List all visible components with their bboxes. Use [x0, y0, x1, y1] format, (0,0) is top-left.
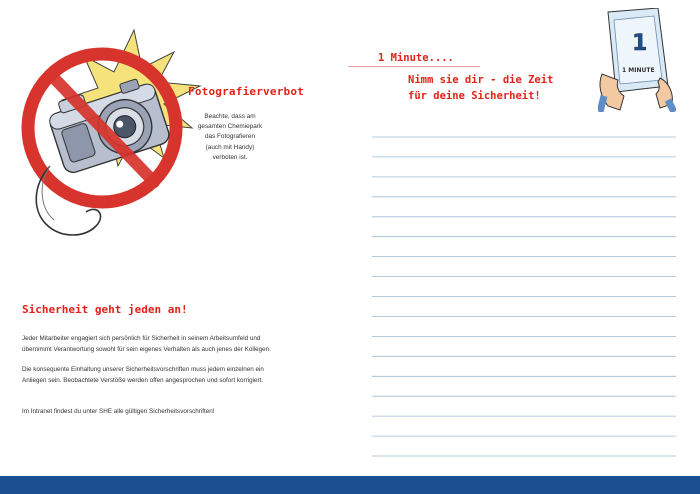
photo-ban-line: gesamten Chemiepark: [197, 123, 263, 131]
safety-paragraph-line: Die konsequente Einhaltung unserer Sicherheitsvorschriften muss jedem einzelnen ein: [22, 366, 264, 373]
subtitle-line: für deine Sicherheit!: [408, 90, 541, 102]
safety-paragraph-line: Anliegen sein. Beobachtete Verstöße werden offen angesprochen und sofort korrigiert.: [22, 377, 264, 384]
safety-title: Sicherheit geht jeden an!: [22, 303, 188, 316]
photo-ban-line: Beachte, dass am: [204, 113, 256, 120]
photo-ban-title: Fotografierverbot: [188, 85, 304, 98]
svg-text:1: 1: [632, 31, 648, 56]
intranet-note: Im Intranet findest du unter SHE alle gültigen Sicherheitsvorschriften!: [22, 408, 215, 415]
photo-ban-line: (auch mit Handy): [205, 143, 255, 151]
photo-ban-line: das Fotografieren: [204, 133, 256, 141]
safety-paragraph-line: Jeder Mitarbeiter engagiert sich persönlich für Sicherheit in seinem Arbeitsumfeld und: [22, 335, 261, 342]
one-minute-title: 1 Minute....: [378, 52, 454, 64]
subtitle-line: Nimm sie dir - die Zeit: [408, 74, 554, 86]
handbook-cover-text: 1 MINUTE: [622, 67, 655, 74]
footer-bar: [0, 476, 700, 494]
photo-ban-line: verboten ist.: [212, 153, 248, 161]
safety-paragraph-line: übernimmt Verantwortung sowohl für sein eigenes Verhalten als auch jenes der Kollegen.: [22, 346, 271, 353]
